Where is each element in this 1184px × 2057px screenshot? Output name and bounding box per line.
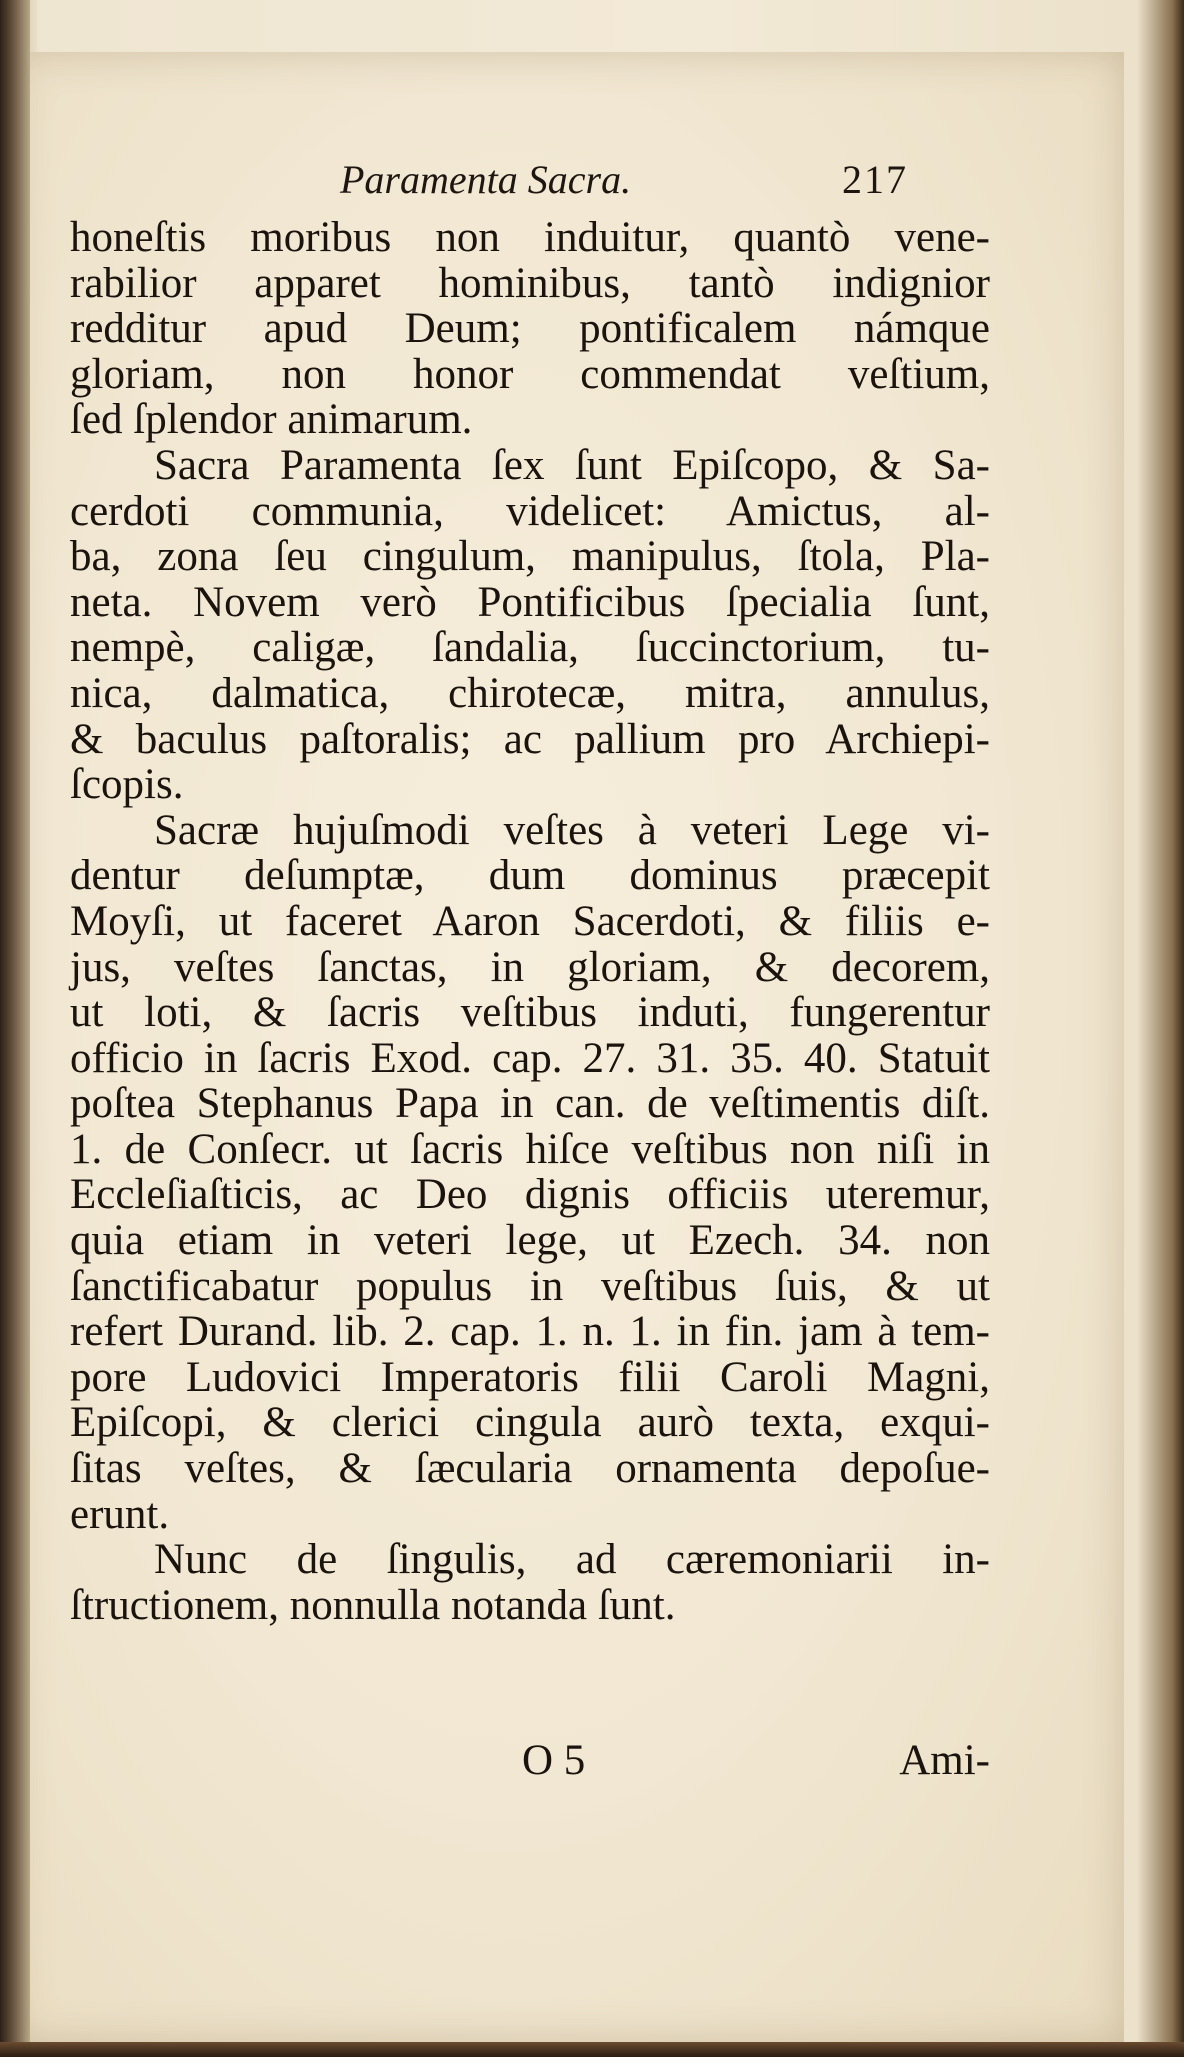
catchword: Ami- — [899, 1737, 990, 1784]
book-gutter — [0, 0, 30, 2057]
text-line: Moyſi, ut faceret Aaron Sacerdoti, & filiis e- — [70, 897, 990, 945]
page-header — [0, 156, 1184, 216]
text-line: dentur deſumptæ, dum dominus præcepit — [70, 852, 990, 900]
page-number: 217 — [842, 157, 908, 202]
text-line: ut loti, & ſacris veſtibus induti, fungerentur — [70, 989, 990, 1037]
book-bottom-edge — [0, 2042, 1184, 2057]
text-line: poſtea Stephanus Papa in can. de veſtimentis diſt. — [70, 1080, 990, 1128]
text-line: ba, zona ſeu cingulum, manipulus, ſtola, Pla- — [70, 533, 990, 581]
text-line: Sacra Paramenta ſex ſunt Epiſcopo, & Sa- — [154, 441, 990, 489]
text-line: ſitas veſtes, & ſæcularia ornamenta depoſue- — [70, 1445, 990, 1493]
text-line: rabilior apparet hominibus, tantò indignior — [70, 259, 990, 307]
text-line: cerdoti communia, videlicet: Amictus, al- — [70, 487, 990, 535]
text-line: ſanctificabatur populus in veſtibus ſuis, & ut — [70, 1262, 990, 1310]
body-text — [70, 215, 990, 1628]
text-line: nempè, caligæ, ſandalia, ſuccinctorium, tu- — [70, 624, 990, 672]
text-line: Nunc de ſingulis, ad cæremoniarii in- — [154, 1536, 990, 1584]
text-line: & baculus paſtoralis; ac pallium pro Archiepi- — [70, 715, 990, 763]
text-line: neta. Novem verò Pontificibus ſpecialia ſunt, — [70, 578, 990, 626]
page-footer — [70, 1736, 990, 1786]
text-line: redditur apud Deum; pontificalem námque — [70, 305, 990, 353]
text-line: pore Ludovici Imperatoris filii Caroli Magni, — [70, 1353, 990, 1401]
text-line: Epiſcopi, & clerici cingula aurò texta, exqui- — [70, 1399, 990, 1447]
text-line: officio in ſacris Exod. cap. 27. 31. 35. 40. Statuit — [70, 1034, 990, 1082]
text-line: Eccleſiaſticis, ac Deo dignis officiis uteremur, — [70, 1171, 990, 1219]
text-line: Sacræ hujuſmodi veſtes à veteri Lege vi- — [154, 806, 990, 854]
running-title: Paramenta Sacra. — [340, 157, 632, 202]
text-line: honeſtis moribus non induitur, quantò vene- — [70, 214, 990, 261]
text-line: ſtructionem, nonnulla notanda ſunt. — [70, 1581, 676, 1629]
text-line: ſcopis. — [70, 761, 184, 809]
text-line: quia etiam in veteri lege, ut Ezech. 34. non — [70, 1217, 990, 1265]
text-line: ſed ſplendor animarum. — [70, 396, 473, 444]
text-line: erunt. — [70, 1490, 170, 1538]
text-line: gloriam, non honor commendat veſtium, — [70, 350, 990, 398]
text-line: 1. de Conſecr. ut ſacris hiſce veſtibus non niſi in — [70, 1125, 990, 1173]
signature-mark: O 5 — [522, 1737, 586, 1784]
text-line: nica, dalmatica, chirotecæ, mitra, annulus, — [70, 669, 990, 717]
text-line: jus, veſtes ſanctas, in gloriam, & decorem, — [70, 943, 990, 991]
text-line: refert Durand. lib. 2. cap. 1. n. 1. in fin. jam à tem- — [70, 1308, 990, 1356]
